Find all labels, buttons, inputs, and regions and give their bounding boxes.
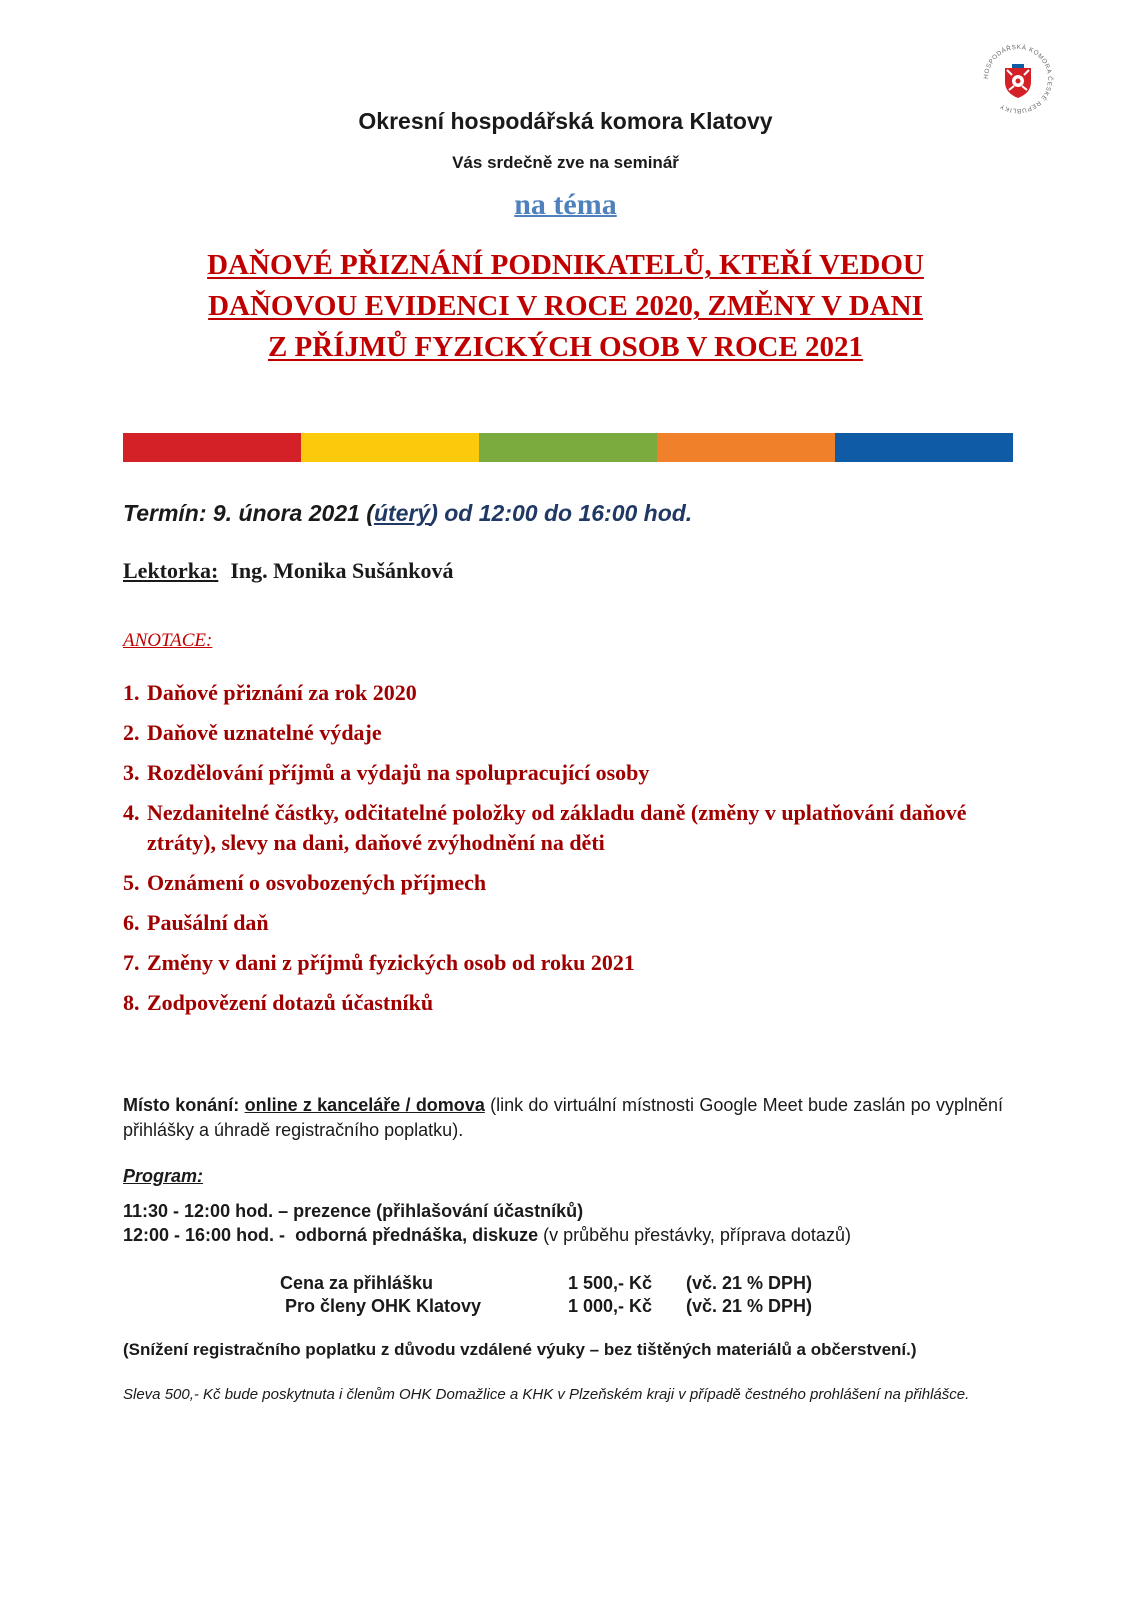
venue-label: Místo konání: (123, 1095, 240, 1115)
lecturer-label: Lektorka: (123, 558, 219, 583)
price-row: Pro členy OHK Klatovy 1 000,- Kč (vč. 21 % DPH) (280, 1296, 813, 1316)
agenda-text: Paušální daň (147, 910, 269, 935)
agenda-number: 7. (123, 950, 140, 975)
venue (123, 1093, 1003, 1143)
agenda-text: Zodpovězení dotazů účastníků (147, 990, 434, 1015)
venue-place: online z kanceláře / domova (244, 1095, 485, 1115)
agenda-number: 1. (123, 680, 140, 705)
stripe-orange (657, 433, 835, 462)
agenda-text: Nezdanitelné částky, odčitatelné položky od základu daně (změny v uplatňování daňové ztráty), slevy na dani, daňové zvýhodnění na děti (147, 800, 967, 855)
color-stripe (123, 433, 1013, 462)
title-line: DAŇOVOU EVIDENCI V ROCE 2020, ZMĚNY V DANI (208, 290, 923, 322)
program-heading: Program: (123, 1166, 204, 1186)
shield-emblem-icon (1005, 64, 1031, 98)
agenda-item (123, 868, 1003, 898)
invitation-line: Vás srdečně zve na seminář (452, 153, 679, 172)
agenda-item (123, 988, 1003, 1018)
seminar-title (0, 245, 1131, 368)
organization-name: Okresní hospodářská komora Klatovy (358, 108, 773, 134)
logo-ring-text: HOSPODÁŘSKÁ KOMORA ČESKÉ REPUBLIKY (982, 43, 1054, 115)
program-row: 12:00 - 16:00 hod. - odborná přednáška, diskuze (v průběhu přestávky, příprava dotazů) (123, 1225, 851, 1245)
agenda-number: 4. (123, 800, 140, 825)
agenda-text: Oznámení o osvobozených příjmech (147, 870, 487, 895)
agenda-number: 5. (123, 870, 140, 895)
agenda-text: Změny v dani z příjmů fyzických osob od roku 2021 (147, 950, 635, 975)
agenda-item (123, 908, 1003, 938)
chamber-logo (979, 40, 1057, 118)
lecturer-name: Ing. Monika Sušánková (230, 558, 454, 583)
agenda-list (123, 678, 1003, 1028)
agenda-text: Daňové přiznání za rok 2020 (147, 680, 417, 705)
date-weekday: úterý (373, 500, 431, 526)
title-line: Z PŘÍJMŮ FYZICKÝCH OSOB V ROCE 2021 (267, 331, 864, 363)
event-date (123, 500, 692, 527)
price-row: Cena za přihlášku 1 500,- Kč (vč. 21 % DPH) (280, 1273, 813, 1293)
agenda-item (123, 798, 1003, 858)
fee-reduction-note: (Snížení registračního poplatku z důvodu vzdálené výuky – bez tištěných materiálů a občerstvení.) (123, 1340, 917, 1359)
agenda-text: Rozdělování příjmů a výdajů na spolupracující osoby (147, 760, 650, 785)
title-line: DAŇOVÉ PŘIZNÁNÍ PODNIKATELŮ, KTEŘÍ VEDOU (207, 249, 924, 281)
theme-label: na téma (514, 188, 617, 221)
agenda-number: 8. (123, 990, 140, 1015)
agenda-number: 2. (123, 720, 140, 745)
discount-note: Sleva 500,- Kč bude poskytnuta i členům OHK Domažlice a KHK v Plzeňském kraji v případě čestného prohlášení na přihlášce. (123, 1386, 970, 1403)
annotation-heading: ANOTACE: (123, 630, 213, 651)
venue-note: (link do virtuální místnosti Google Meet bude zaslán po vyplnění přihlášky a úhradě registračního poplatku). (123, 1095, 1003, 1140)
agenda-item (123, 678, 1003, 708)
agenda-number: 3. (123, 760, 140, 785)
agenda-text: Daňově uznatelné výdaje (147, 720, 382, 745)
program-schedule (123, 1199, 851, 1247)
program-row: 11:30 - 12:00 hod. – prezence (přihlašování účastníků) (123, 1201, 584, 1221)
price-table (280, 1272, 812, 1318)
stripe-red (123, 433, 301, 462)
agenda-item (123, 948, 1003, 978)
stripe-green (479, 433, 657, 462)
date-time: ) od 12:00 do 16:00 hod. (430, 500, 693, 526)
agenda-item (123, 758, 1003, 788)
stripe-blue (835, 433, 1013, 462)
agenda-item (123, 718, 1003, 748)
date-label: Termín: 9. února 2021 ( (123, 500, 374, 526)
stripe-yellow (301, 433, 479, 462)
agenda-number: 6. (123, 910, 140, 935)
lecturer (123, 558, 453, 584)
